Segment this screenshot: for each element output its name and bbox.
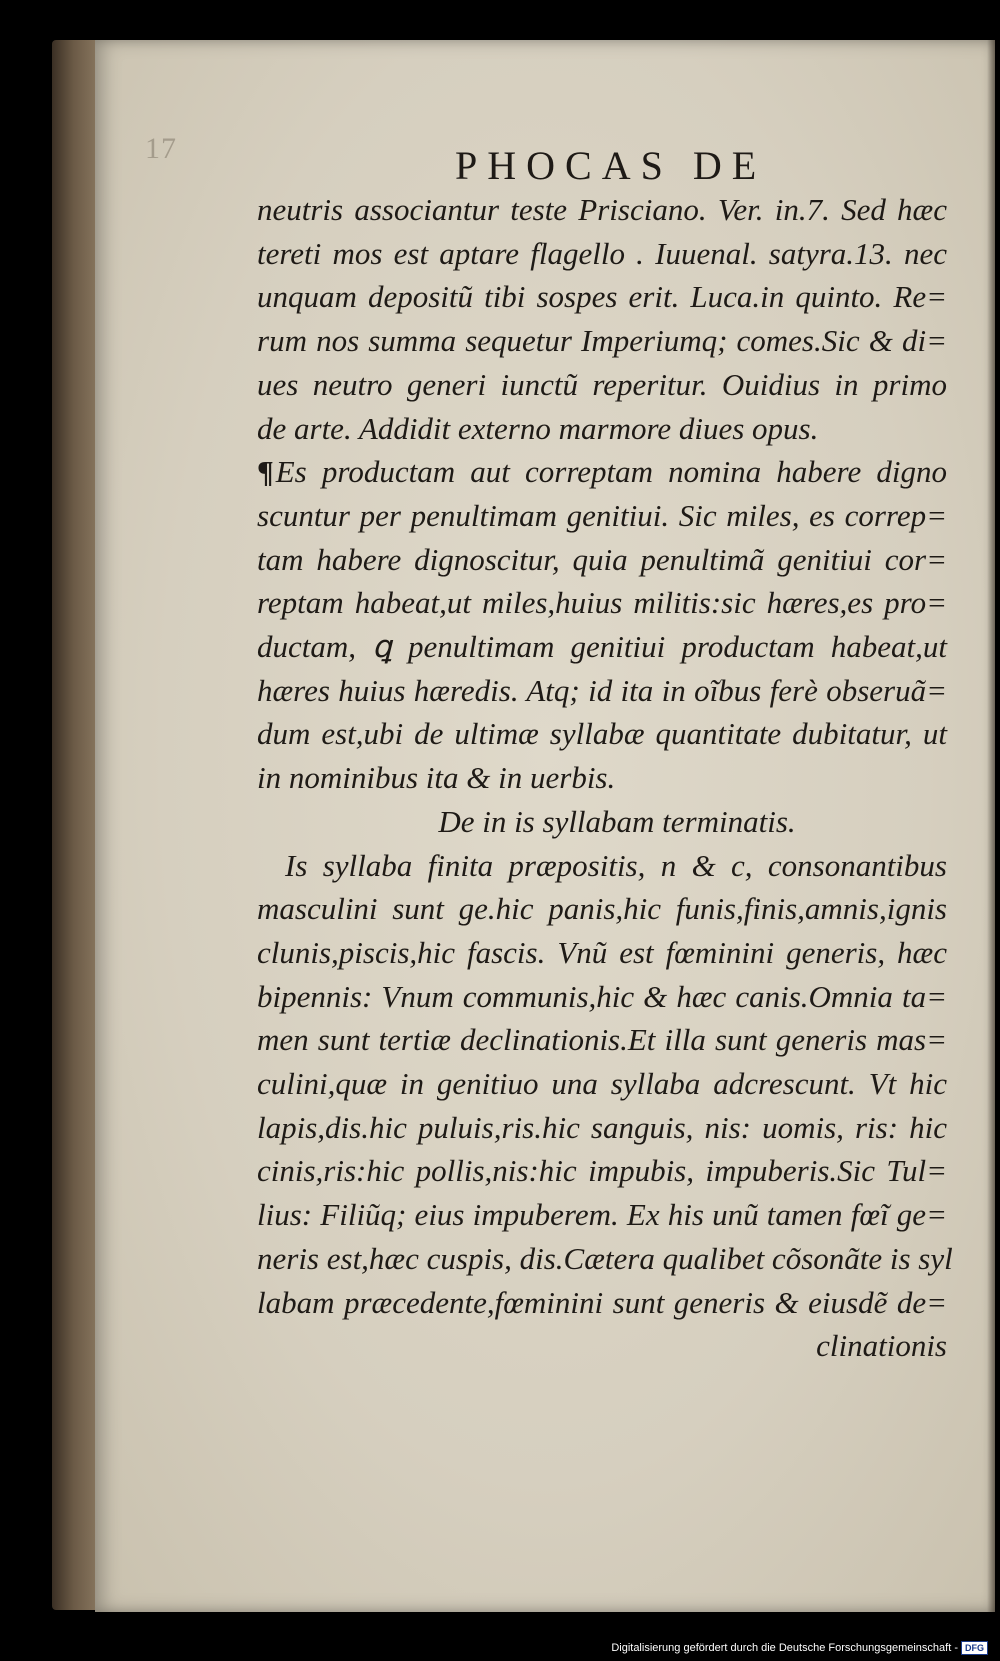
section-heading: De in is syllabam terminatis. bbox=[438, 803, 796, 839]
text-line: men sunt tertiæ declinationis.Et illa sunt generis mas= bbox=[257, 1022, 947, 1058]
catchword: clinationis bbox=[816, 1328, 947, 1364]
digitization-credit bbox=[611, 1641, 988, 1655]
text-line: lius: Filiũq; eius impuberem. Ex his unũ tamen fœĩ ge= bbox=[257, 1197, 947, 1233]
text-line: labam præcedente,fœminini sunt generis & eiusdẽ de= bbox=[257, 1284, 947, 1320]
text-line: unquam depositũ tibi sospes erit. Luca.in quinto. Re= bbox=[257, 279, 947, 315]
text-line: neutris associantur teste Prisciano. Ver. in.7. Sed hæc bbox=[257, 192, 947, 227]
text-line: hæres huius hæredis. Atq; id ita in oĩbus ferè obseruã= bbox=[257, 672, 947, 708]
text-line: neris est,hæc cuspis, dis.Cætera qualibet cõsonãte is syl bbox=[257, 1240, 953, 1276]
text-line: cinis,ris:hic pollis,nis:hic impubis, impuberis.Sic Tul= bbox=[257, 1153, 947, 1189]
text-line: lapis,dis.hic puluis,ris.hic sanguis, nis: uomis, ris: hic bbox=[257, 1109, 947, 1145]
pilcrow-mark: ¶ bbox=[257, 454, 274, 490]
paragraph-start bbox=[257, 450, 947, 494]
text-line: dum est,ubi de ultimæ syllabæ quantitate dubitatur, ut bbox=[257, 716, 947, 752]
text-line: tereti mos est aptare flagello . Iuuenal. satyra.13. nec bbox=[257, 235, 947, 271]
text-line: scuntur per penultimam genitiui. Sic miles, es correp= bbox=[257, 497, 947, 533]
dfg-logo[interactable]: DFG bbox=[961, 1641, 988, 1655]
text-line: ues neutro generi iunctũ reperitur. Ouidius in primo bbox=[257, 366, 947, 402]
running-head: PHOCAS DE bbox=[455, 143, 767, 188]
text-line: culini,quæ in genitiuo una syllaba adcrescunt. Vt hic bbox=[257, 1066, 947, 1102]
text-line: Is syllaba finita præpositis, n & c, consonantibus bbox=[285, 847, 947, 883]
text-line: rum nos summa sequetur Imperiumq; comes.Sic & di= bbox=[257, 323, 947, 359]
text-line: Es productam aut correptam nomina habere digno bbox=[275, 454, 947, 490]
text-line: bipennis: Vnum communis,hic & hæc canis.Omnia ta= bbox=[257, 978, 947, 1014]
text-line: tam habere dignoscitur, quia penultimã genitiui cor= bbox=[257, 541, 947, 577]
credit-text: Digitalisierung gefördert durch die Deutsche Forschungsgemeinschaft - bbox=[611, 1642, 958, 1654]
text-line: in nominibus ita & in uerbis. bbox=[257, 760, 616, 796]
text-block bbox=[257, 188, 953, 1368]
page-shadow bbox=[987, 40, 995, 1612]
book-edge bbox=[52, 40, 100, 1610]
text-line: ductam, ꝗ penultimam genitiui productam habeat,ut bbox=[257, 629, 947, 665]
page-number: 17 bbox=[145, 132, 177, 165]
text-line: masculini sunt ge.hic panis,hic funis,finis,amnis,ignis bbox=[257, 891, 947, 927]
text-line: clunis,piscis,hic fascis. Vnũ est fœminini generis, hæc bbox=[257, 934, 947, 970]
text-line: reptam habeat,ut miles,huius militis:sic hæres,es pro= bbox=[257, 585, 947, 621]
text-line: de arte. Addidit externo marmore diues opus. bbox=[257, 410, 819, 446]
